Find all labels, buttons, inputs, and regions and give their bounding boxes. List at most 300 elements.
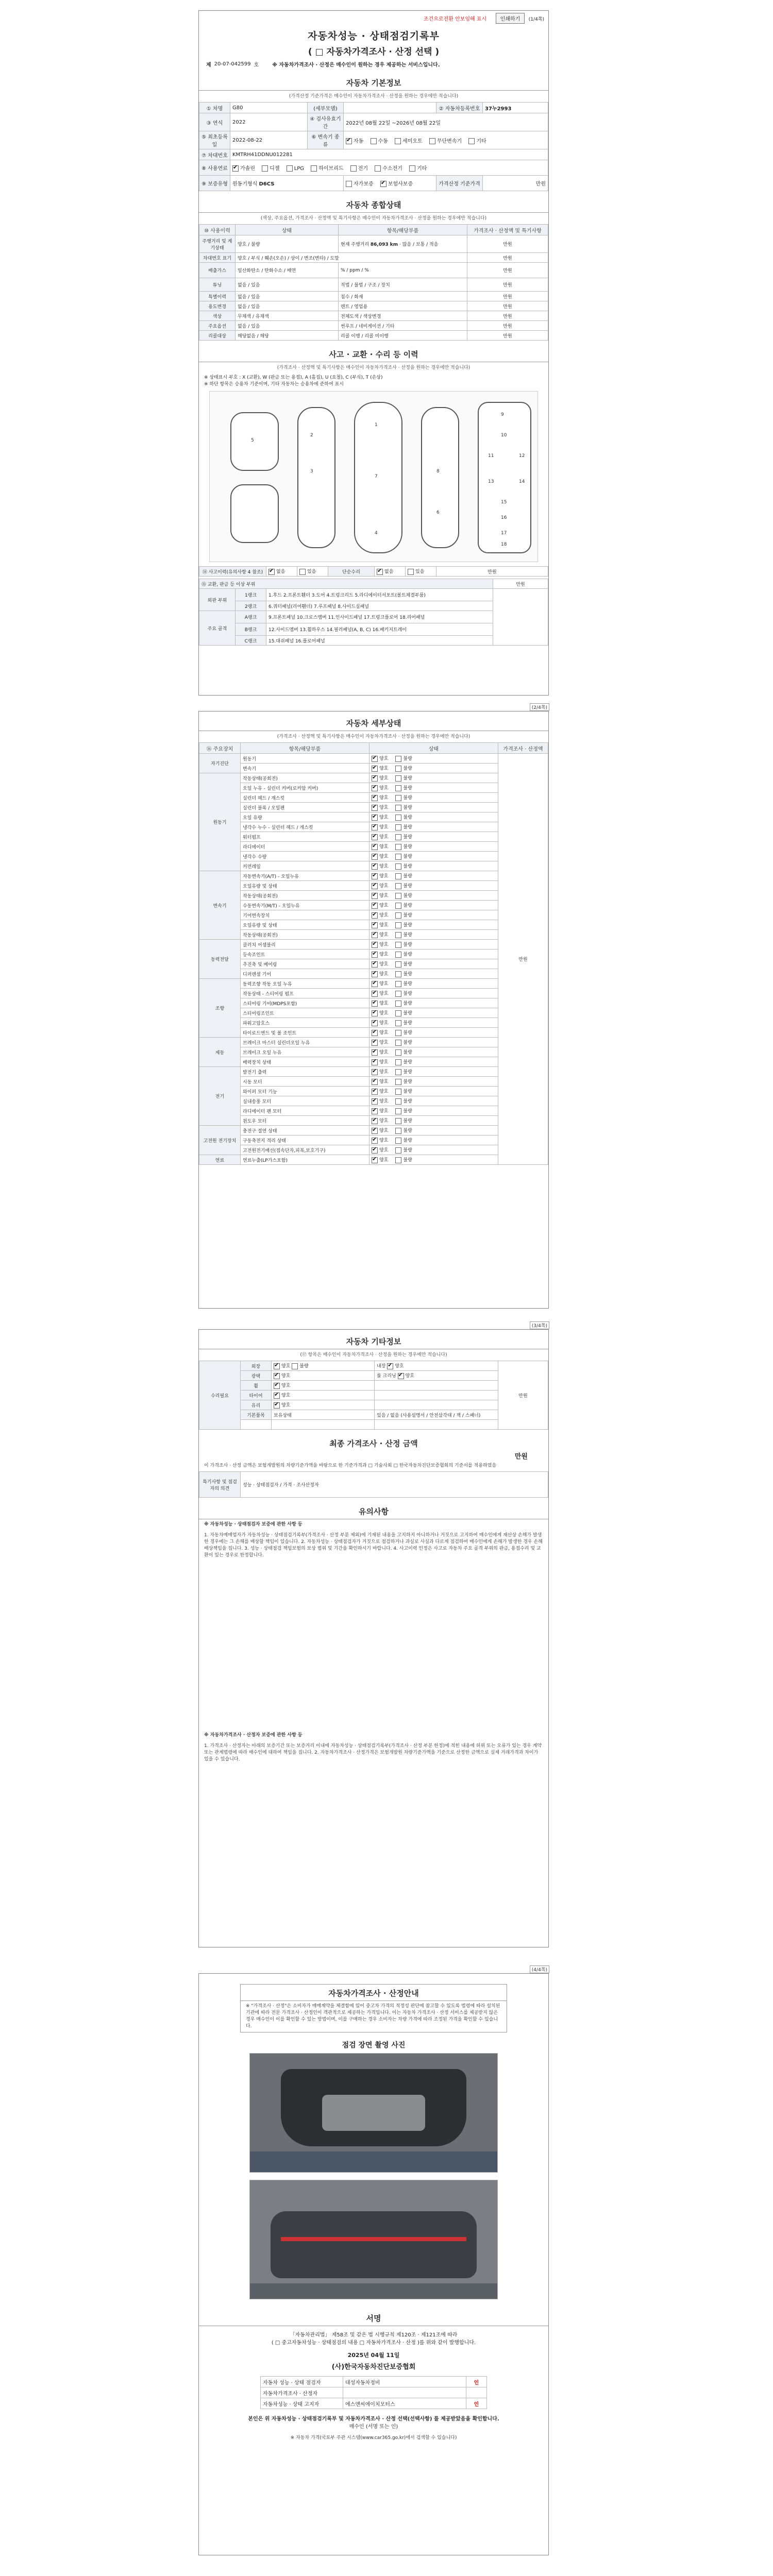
detail-row: [199, 1028, 548, 1038]
opt-good: 양호: [379, 766, 389, 772]
detail-item-label: 배력장치 상태: [241, 1057, 369, 1067]
opt-bad: 불량: [403, 1050, 412, 1056]
opt-bad: 불량: [403, 923, 412, 928]
checkbox-bad[interactable]: [395, 785, 401, 791]
checkbox-good[interactable]: [372, 785, 378, 791]
a-rank-items: 9.프론트패널 10.크로스멤버 11.인사이드패널 17.트렁크플로어 18.리어패널: [266, 611, 493, 623]
opt-bad: 불량: [403, 913, 412, 919]
checkbox-bad[interactable]: [395, 1040, 401, 1046]
checkbox-good[interactable]: [372, 1010, 378, 1016]
checkbox-good[interactable]: [372, 952, 378, 958]
checkbox-bad[interactable]: [292, 1363, 298, 1369]
print-button[interactable]: 인쇄하기: [496, 13, 525, 24]
checkbox-good[interactable]: [398, 1373, 404, 1379]
summary-row-label: 색상: [199, 311, 236, 321]
checkbox-bad[interactable]: [395, 824, 401, 831]
car-front-view: [230, 412, 279, 471]
detail-col-price: 가격조사 · 산정액: [498, 743, 548, 754]
inspection-period-label: ④ 검사유효기간: [308, 113, 344, 131]
detail-item-label: 워터펌프: [241, 832, 369, 842]
checkbox-repair[interactable]: [408, 569, 414, 575]
detail-item-label: 커먼레일: [241, 861, 369, 871]
rear-photo: [249, 2180, 498, 2299]
checkbox-bad[interactable]: [395, 932, 401, 938]
opt-diesel: 디젤: [270, 166, 280, 172]
detail-item-label: 충전구 절연 상태: [241, 1126, 369, 1136]
checkbox-accident[interactable]: [299, 569, 306, 575]
detail-item-label: 냉각수 수량: [241, 852, 369, 861]
motor-cell: [230, 176, 344, 191]
page-label: (1/4쪽): [528, 17, 544, 22]
part-number: 16: [501, 515, 507, 520]
summary-row-state: 없음 / 있음: [236, 278, 339, 292]
part-number: 4: [375, 531, 378, 536]
rank1-label: 1랭크: [236, 589, 266, 601]
opt-bad: 불량: [403, 952, 412, 958]
summary-row-price: 만원: [467, 263, 548, 278]
opt-good: 양호: [281, 1403, 291, 1409]
detail-item-state: [369, 1008, 498, 1018]
summary-row-extra: % / ppm / %: [339, 263, 467, 278]
vin: KMTRH41DDNU012281: [230, 149, 548, 160]
checkbox-good[interactable]: [372, 844, 378, 850]
checkbox-good[interactable]: [372, 854, 378, 860]
opt-good: 양호: [379, 854, 389, 860]
checkbox-good[interactable]: [372, 1049, 378, 1056]
checkbox-manual[interactable]: [371, 138, 377, 144]
opt-good: 양호: [379, 1079, 389, 1085]
checkbox-good[interactable]: [387, 1363, 393, 1369]
detail-item-state: [369, 989, 498, 998]
checkbox-bad[interactable]: [395, 1001, 401, 1007]
detail-item-state: [369, 1136, 498, 1145]
checkbox-bad[interactable]: [395, 912, 401, 919]
checkbox-no-repair[interactable]: [377, 569, 383, 575]
checkbox-good[interactable]: [372, 1098, 378, 1105]
checkbox-fuel-etc[interactable]: [409, 165, 415, 172]
detail-row: [199, 852, 548, 861]
opt-hydrogen: 수소전기: [382, 166, 402, 172]
detail-item-label: 추진축 및 베어링: [241, 959, 369, 969]
detail-item-state: [369, 940, 498, 950]
checkbox-good[interactable]: [274, 1383, 280, 1389]
detail-group-label: 변속기: [199, 871, 241, 940]
checkbox-bad[interactable]: [395, 1010, 401, 1016]
opt-manual: 수동: [378, 138, 388, 144]
repair-row-label: 광택: [241, 1371, 272, 1381]
detail-row: [199, 1008, 548, 1018]
checkbox-good[interactable]: [372, 1157, 378, 1163]
rank2-label: 2랭크: [236, 601, 266, 611]
doc-number-row: [199, 57, 548, 71]
checkbox-good[interactable]: [372, 971, 378, 977]
checkbox-bad[interactable]: [395, 1069, 401, 1075]
summary-col-state: 상태: [236, 225, 339, 235]
part-number: 9: [501, 412, 504, 417]
reg-no-label: ② 자동차등록번호: [436, 103, 483, 113]
part-number: 13: [488, 479, 494, 484]
inspector-label: 특기사항 및 점검자의 의견: [199, 1472, 241, 1498]
detail-item-state: [369, 1057, 498, 1067]
opt-good: 양호: [379, 1060, 389, 1065]
detail-item-label: 작동상태(공회전): [241, 891, 369, 901]
checkbox-bad[interactable]: [395, 903, 401, 909]
checkbox-bad[interactable]: [395, 883, 401, 889]
checkbox-good[interactable]: [372, 1069, 378, 1075]
checkbox-bad[interactable]: [395, 815, 401, 821]
summary-row-price: 만원: [467, 301, 548, 311]
opt-good: 양호: [379, 884, 389, 889]
part-number: 1: [375, 422, 378, 428]
checkbox-good[interactable]: [274, 1363, 280, 1369]
detail-item-label: 실린더 헤드 / 개스킷: [241, 793, 369, 803]
checkbox-diesel[interactable]: [262, 165, 268, 172]
checkbox-good[interactable]: [372, 766, 378, 772]
detail-item-label: 오일유량 및 상태: [241, 920, 369, 930]
caution-heading-1: ※ 자동차성능 · 상태점검자 보증에 관한 사항 등: [204, 1522, 303, 1527]
receipt-text: 본인은 위 자동차성능 · 상태점검기록부 및 자동차가격조사 · 산정 선택(선택사항) 를 제공받았음을 확인합니다.: [248, 2416, 499, 2422]
checkbox-electric[interactable]: [350, 165, 357, 172]
basic-items-opts: 있음 / 없음 (사용설명서 / 안전삼각대 / 잭 / 스패너): [375, 1410, 498, 1420]
checkbox-bad[interactable]: [395, 1118, 401, 1124]
detail-row: [199, 793, 548, 803]
checkbox-good[interactable]: [372, 912, 378, 919]
toggle-link[interactable]: 조건으로전환 안보임해 표시: [423, 16, 487, 22]
repair-row-label: 룸 크리닝: [377, 1374, 396, 1379]
checkbox-good[interactable]: [372, 922, 378, 928]
car-name: G80: [230, 103, 308, 113]
opt-good: 양호: [281, 1393, 291, 1399]
detail-item-state: [369, 832, 498, 842]
opt-good: 양호: [379, 1099, 389, 1105]
checkbox-bad[interactable]: [395, 873, 401, 879]
checkbox-bad[interactable]: [395, 834, 401, 840]
frame-parts-label: 주요 골격: [199, 611, 236, 646]
page-2-label: (2/4쪽): [530, 703, 549, 711]
detail-item-label: 윈도우 모터: [241, 1116, 369, 1126]
detail-item-label: 동력조향 작동 오일 누유: [241, 979, 369, 989]
checkbox-bad[interactable]: [395, 1157, 401, 1163]
checkbox-auto[interactable]: [346, 138, 352, 144]
opt-accident: 있음: [307, 569, 316, 575]
opt-good: 양호: [379, 981, 389, 987]
opt-good: 양호: [379, 923, 389, 928]
summary-row-state: 해당없음 / 해당: [236, 331, 339, 341]
summary-row-extra: 리콜 이행 / 리콜 미이행: [339, 331, 467, 341]
detail-group-label: 원동기: [199, 773, 241, 871]
checkbox-lpg[interactable]: [287, 165, 293, 172]
sign-title: 서명: [199, 2310, 548, 2326]
detail-item-label: 자동변속기(A/T) - 오일누유: [241, 871, 369, 881]
checkbox-good[interactable]: [274, 1373, 280, 1379]
checkbox-good[interactable]: [372, 942, 378, 948]
summary-col-use: ⑩ 사용이력: [199, 225, 236, 235]
checkbox-good[interactable]: [372, 795, 378, 801]
checkbox-self-warranty[interactable]: [346, 181, 352, 187]
checkbox-good[interactable]: [372, 991, 378, 997]
opt-good: 양호: [379, 1011, 389, 1016]
checkbox-bad[interactable]: [395, 1049, 401, 1056]
detail-item-state: [369, 783, 498, 793]
checkbox-good[interactable]: [372, 1089, 378, 1095]
summary-row-state: 없음 / 있음: [236, 321, 339, 331]
receipt-sign: 매수인 (서명 또는 인): [349, 2424, 398, 2430]
c-rank-items: 15.대쉬패널 16.플로어패널: [266, 636, 493, 646]
checkbox-bad[interactable]: [395, 1059, 401, 1065]
detail-row: [199, 1145, 548, 1155]
detail-row: [199, 871, 548, 881]
detail-item-state: [369, 842, 498, 852]
opt-good: 양호: [379, 1158, 389, 1163]
checkbox-good[interactable]: [372, 1108, 378, 1114]
sign-row-label: 자동차성능 · 상태 고지자: [261, 2398, 343, 2409]
checkbox-bad[interactable]: [395, 844, 401, 850]
opt-gasoline: 가솔린: [240, 166, 255, 172]
opt-bad: 불량: [403, 1070, 412, 1075]
opt-good: 양호: [379, 1070, 389, 1075]
opt-good: 양호: [379, 1040, 389, 1046]
sign-law-note-2: ( □ 중고자동차성능 · 상태점검의 내용 □ 자동차가격조사 · 산정 )를 위와 같이 발행합니다.: [271, 2340, 476, 2346]
motor-value: D6CS: [259, 181, 275, 187]
car-damage-diagram: [209, 391, 538, 562]
checkbox-good[interactable]: [274, 1393, 280, 1399]
detail-item-state: [369, 1038, 498, 1047]
checkbox-semi[interactable]: [395, 138, 401, 144]
checkbox-bad[interactable]: [395, 805, 401, 811]
checkbox-insurer-warranty[interactable]: [380, 181, 386, 187]
opt-good: 양호: [379, 1109, 389, 1114]
opt-bad: 불량: [403, 991, 412, 997]
checkbox-hybrid[interactable]: [311, 165, 317, 172]
checkbox-bad[interactable]: [395, 971, 401, 977]
year-label: ③ 연식: [199, 113, 230, 131]
detail-item-state: [369, 1028, 498, 1038]
opt-good: 양호: [379, 913, 389, 919]
opt-bad: 불량: [403, 825, 412, 831]
checkbox-good[interactable]: [372, 903, 378, 909]
checkbox-bad[interactable]: [395, 1020, 401, 1026]
detail-item-state: [369, 1155, 498, 1165]
caution-title: 유의사항: [199, 1503, 548, 1519]
opt-bad: 불량: [403, 1021, 412, 1026]
detail-item-state: [369, 920, 498, 930]
detail-row: [199, 812, 548, 822]
checkbox-good[interactable]: [274, 1402, 280, 1409]
detail-item-label: 브레이크 마스터 실린더오일 누유: [241, 1038, 369, 1047]
opt-good: 양호: [379, 776, 389, 782]
part-number: 15: [501, 500, 507, 505]
doc-subtitle: ( □ 자동차가격조사 · 산정 선택 ): [308, 47, 440, 57]
transmission-label: ⑥ 변속기 종류: [308, 131, 344, 149]
checkbox-bad[interactable]: [395, 1138, 401, 1144]
opt-etc: 기타: [476, 138, 486, 144]
detail-item-state: [369, 901, 498, 910]
opt-bad: 불량: [403, 1040, 412, 1046]
checkbox-bad[interactable]: [395, 1079, 401, 1085]
checkbox-good[interactable]: [372, 815, 378, 821]
opt-bad: 불량: [403, 874, 412, 879]
part-number: 11: [488, 453, 494, 459]
opt-good: 양호: [379, 933, 389, 938]
checkbox-bad[interactable]: [395, 952, 401, 958]
checkbox-good[interactable]: [372, 775, 378, 782]
parts-price: 만원: [493, 579, 548, 589]
checkbox-bad[interactable]: [395, 942, 401, 948]
opt-bad: 불량: [403, 776, 412, 782]
checkbox-bad[interactable]: [395, 1128, 401, 1134]
checkbox-bad[interactable]: [395, 981, 401, 987]
checkbox-bad[interactable]: [395, 893, 401, 899]
checkbox-good[interactable]: [372, 1128, 378, 1134]
detail-row: [199, 910, 548, 920]
checkbox-good[interactable]: [372, 805, 378, 811]
fuel-label: ⑧ 사용연료: [199, 160, 230, 176]
opt-bad: 불량: [403, 1011, 412, 1016]
detail-row: [199, 901, 548, 910]
detail-row: [199, 773, 548, 783]
opt-good: 양호: [379, 893, 389, 899]
checkbox-good[interactable]: [372, 873, 378, 879]
checkbox-good[interactable]: [372, 824, 378, 831]
caution-heading-2: ※ 자동차가격조사 · 산정자 보증에 관한 사항 등: [204, 1733, 303, 1738]
detail-item-state: [369, 1126, 498, 1136]
detail-row: [199, 998, 548, 1008]
checkbox-bad[interactable]: [395, 795, 401, 801]
checkbox-good[interactable]: [372, 1118, 378, 1124]
detail-item-label: 원동기: [241, 754, 369, 764]
checkbox-bad[interactable]: [395, 756, 401, 762]
detail-row: [199, 1038, 548, 1047]
footer-note: ※ 자동차 가격(국토부 주관 시스템(www.car365.go.kr)에서 검색할 수 있습니다): [290, 2435, 457, 2441]
summary-row-price: 만원: [467, 311, 548, 321]
detail-group-label: 자기진단: [199, 754, 241, 773]
checkbox-bad[interactable]: [395, 854, 401, 860]
summary-row-price: 만원: [467, 253, 548, 263]
checkbox-good[interactable]: [372, 1001, 378, 1007]
opt-good: 양호: [379, 1128, 389, 1134]
checkbox-good[interactable]: [372, 883, 378, 889]
opt-good: 양호: [379, 1050, 389, 1056]
checkbox-good[interactable]: [372, 893, 378, 899]
checkbox-good[interactable]: [372, 1040, 378, 1046]
price-guide-box: [240, 1984, 507, 2032]
opt-bad: 불량: [403, 1079, 412, 1085]
checkbox-good[interactable]: [372, 1079, 378, 1085]
checkbox-good[interactable]: [372, 756, 378, 762]
parts-price-cell: [493, 589, 548, 646]
checkbox-bad[interactable]: [395, 863, 401, 870]
checkbox-bad[interactable]: [395, 991, 401, 997]
checkbox-good[interactable]: [372, 1020, 378, 1026]
checkbox-gasoline[interactable]: [232, 165, 239, 172]
detail-note: (가격조사 · 산정액 및 특기사항은 매수인이 자동차가격조사 · 산정을 원하는 경우에만 적습니다): [277, 734, 470, 739]
accident-legend: ※ 상태표시 부호 : X (교환), W (판금 또는 용접), A (흠집), U (요철), C (부식), T (손상): [204, 375, 383, 380]
detail-row: [199, 1116, 548, 1126]
sign-row-label: 자동차가격조사 · 산정자: [261, 2387, 343, 2398]
part-number: 2: [310, 433, 313, 438]
opt-bad: 불량: [403, 1030, 412, 1036]
checkbox-bad[interactable]: [395, 961, 401, 968]
checkbox-bad[interactable]: [395, 1030, 401, 1036]
inspector-table: [199, 1471, 548, 1498]
checkbox-good[interactable]: [372, 932, 378, 938]
checkbox-good[interactable]: [372, 961, 378, 968]
checkbox-good[interactable]: [372, 1147, 378, 1154]
checkbox-good[interactable]: [372, 1059, 378, 1065]
detail-row: [199, 1018, 548, 1028]
checkbox-bad[interactable]: [395, 1098, 401, 1105]
detail-group-label: 동력전달: [199, 940, 241, 979]
detail-title: 자동차 세부상태: [199, 715, 548, 731]
opt-cvt: 무단변속기: [436, 138, 462, 144]
vin-label: ⑦ 차대번호: [199, 149, 230, 160]
checkbox-hydrogen[interactable]: [375, 165, 381, 172]
detail-row: [199, 1047, 548, 1057]
checkbox-good[interactable]: [372, 834, 378, 840]
detail-item-state: [369, 881, 498, 891]
checkbox-good[interactable]: [372, 1030, 378, 1036]
opt-good: 양호: [379, 815, 389, 821]
checkbox-bad[interactable]: [395, 1108, 401, 1114]
checkbox-good[interactable]: [372, 981, 378, 987]
summary-row-price: 만원: [467, 292, 548, 301]
detail-item-state: [369, 910, 498, 920]
detail-col-item: 항목/해당부품: [241, 743, 369, 754]
opt-bad: 불량: [403, 981, 412, 987]
checkbox-cvt[interactable]: [429, 138, 435, 144]
summary-row-state: 양호 / 부식 / 훼손(오손) / 상이 / 변조(변타) / 도말: [236, 253, 467, 263]
summary-row-extra: 썬루프 / 네비게이션 / 기타: [339, 321, 467, 331]
checkbox-bad[interactable]: [395, 775, 401, 782]
checkbox-bad[interactable]: [395, 1089, 401, 1095]
part-number: 12: [519, 453, 525, 459]
checkbox-good[interactable]: [372, 863, 378, 870]
detail-row: [199, 979, 548, 989]
caution-body-1: 1. 자동차매매업자가 자동차성능 · 상태점검기록부(가격조사 · 산정 부분 제외)에 기재된 내용을 고지하지 아니하거나 거짓으로 고지하여 매수인에게 재산상 손해가 발생한 경우에는 그 손해를 배상할 책임이 있습니다. 2. 자동차성능 · 상태점검자가 거짓으로 점검하거나 과실로 사실과 다르게 점검하여 매수인에게 손해가 발생한 경우 손해배상책임을 집니다. 3. 성능 · 상태점검 책임보험의 보상 범위 및 기간을 확인하시기 바랍니다. 4. 사고이력 인정은 사고로 자동차 주요 골격 부위의 판금, 용접수리 및 교환이 있는 경우로 한정합니다.: [204, 1533, 543, 1558]
opt-good: 양호: [379, 1001, 389, 1007]
summary-row-extra: 전체도색 / 색상변경: [339, 311, 467, 321]
year-value: 2022: [230, 113, 308, 131]
detail-item-state: [369, 1087, 498, 1096]
repair-row-label: 유리: [241, 1400, 272, 1410]
checkbox-no-accident[interactable]: [268, 569, 275, 575]
opt-good: 양호: [379, 962, 389, 968]
accident-legend-2: ※ 하단 항목은 승용차 기준이며, 기타 자동차는 승용차에 준하여 표시: [204, 382, 344, 387]
checkbox-etc[interactable]: [468, 138, 475, 144]
opt-bad: 불량: [403, 1118, 412, 1124]
summary-table: [199, 224, 548, 341]
checkbox-good[interactable]: [372, 1138, 378, 1144]
car-top-view: [354, 402, 402, 553]
opt-good: 양호: [281, 1364, 291, 1369]
repair-row-label: 타이어: [241, 1391, 272, 1400]
checkbox-bad[interactable]: [395, 766, 401, 772]
detail-item-state: [369, 754, 498, 764]
basic-title: 자동차 기본정보: [199, 74, 548, 91]
detail-item-state: [369, 1106, 498, 1116]
detail-group-label: 전기: [199, 1067, 241, 1126]
detail-row: [199, 822, 548, 832]
detail-item-label: 시동 모터: [241, 1077, 369, 1087]
doc-notice: ※ 자동차가격조사 · 산정은 매수인이 원하는 경우 제공하는 서비스입니다.: [272, 62, 440, 68]
other-table: [199, 1361, 548, 1430]
caution-body-2: 1. 가격조사 · 산정자는 아래의 보증기간 또는 보증거리 이내에 자동차성능 · 상태점검기록부(가격조사 · 산정 부분 한정)에 적힌 내용에 허위 또는 오류가 있는 경우 계약 또는 관계법령에 따라 매수인에 대하여 책임을 집니다. 2. 자동차가격조사 · 산정가격은 보험개발원 차량기준가액을 기준으로 산정한 금액으로 실제 거래가격과 차이가 있을 수 있습니다.: [204, 1743, 542, 1762]
checkbox-bad[interactable]: [395, 922, 401, 928]
checkbox-bad[interactable]: [395, 1147, 401, 1154]
sign-table: [260, 2376, 487, 2409]
final-price-note: 이 가격조사 · 산정 금액은 보험개발원의 차량기준가액을 바탕으로 한 기준가격과 □ 기술사회 □ 한국자동차진단보증협회의 기준서를 적용하였음: [204, 1463, 497, 1468]
detail-col-device: ⑯ 주요장치: [199, 743, 241, 754]
